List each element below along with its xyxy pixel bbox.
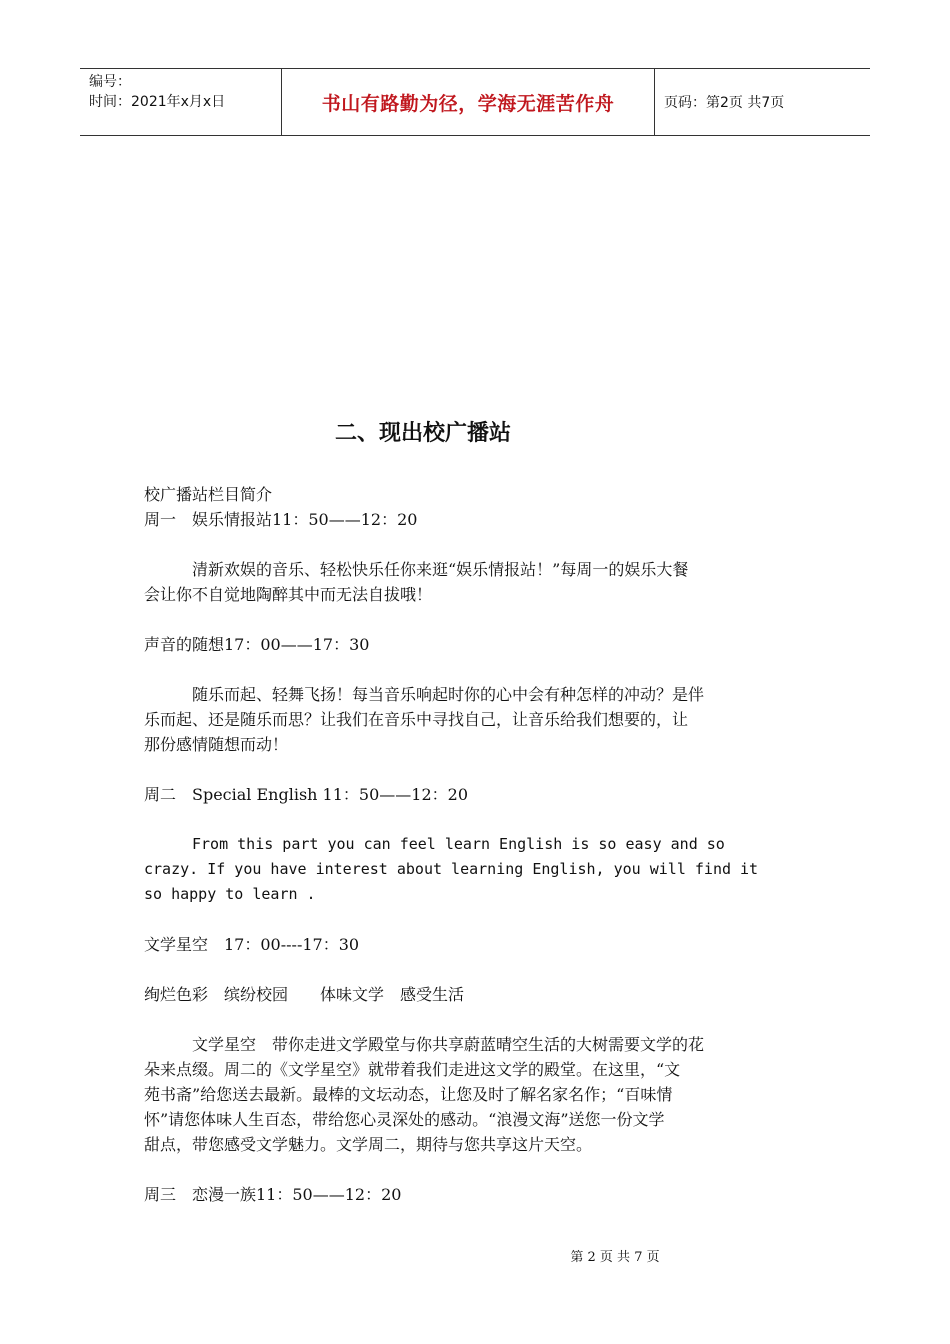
header-motto: 书山有路勤为径，学海无涯苦作舟	[321, 92, 615, 115]
tuesday-program-1-desc-line: From this part you can feel learn English is so easy and so	[192, 835, 725, 853]
tuesday-program-1-desc-line: crazy. If you have interest about learning English, you will find it	[144, 860, 759, 878]
header-number-label: 编号：	[89, 74, 131, 90]
tuesday-program-1-title: 周二 Special English 11：50——12：20	[144, 785, 468, 804]
header-page-info: 页码：第2页 共7页	[664, 95, 785, 111]
monday-program-1-title: 周一 娱乐情报站11：50——12：20	[144, 510, 418, 529]
header-meta-cell	[80, 69, 282, 135]
monday-program-2-desc-line: 那份感情随想而动！	[144, 735, 289, 754]
tuesday-program-2-desc-line: 朵来点缀。周二的《文学星空》就带着我们走进这文学的殿堂。在这里，“文	[144, 1060, 681, 1079]
intro-heading: 校广播站栏目简介	[144, 485, 273, 504]
page-footer: 第 2 页 共 7 页	[570, 1250, 660, 1265]
tuesday-program-2-desc-line: 甜点，带您感受文学魅力。文学周二，期待与您共享这片天空。	[144, 1135, 593, 1154]
tuesday-program-2-desc-line: 怀”请您体味人生百态，带给您心灵深处的感动。“浪漫文海”送您一份文学	[144, 1110, 665, 1129]
tuesday-program-1-desc-line: so happy to learn .	[144, 885, 316, 903]
wednesday-program-1-title: 周三 恋漫一族11：50——12：20	[144, 1185, 402, 1204]
header-table	[80, 68, 870, 136]
monday-program-1-desc-line: 清新欢娱的音乐、轻松快乐任你来逛“娱乐情报站！”每周一的娱乐大餐	[192, 560, 689, 579]
document-body	[144, 482, 814, 1207]
tuesday-program-2-desc-line: 苑书斋”给您送去最新。最棒的文坛动态，让您及时了解名家名作；“百味情	[144, 1085, 673, 1104]
monday-program-1-desc-line: 会让你不自觉地陶醉其中而无法自拔哦！	[144, 585, 433, 604]
tuesday-program-2-slogan: 绚烂色彩 缤纷校园 体味文学 感受生活	[144, 985, 465, 1004]
header-page-cell	[655, 69, 870, 135]
monday-program-2-desc-line: 随乐而起、轻舞飞扬！每当音乐响起时你的心中会有种怎样的冲动？是伴	[192, 685, 705, 704]
tuesday-program-2-title: 文学星空 17：00----17：30	[144, 935, 360, 954]
tuesday-program-2-desc-line: 文学星空 带你走进文学殿堂与你共享蔚蓝晴空生活的大树需要文学的花	[192, 1035, 705, 1054]
monday-program-2-desc-line: 乐而起、还是随乐而思？让我们在音乐中寻找自己，让音乐给我们想要的，让	[144, 710, 689, 729]
header-time-label: 时间：2021年x月x日	[89, 94, 226, 110]
monday-program-2-title: 声音的随想17：00——17：30	[144, 635, 370, 654]
header-motto-cell	[282, 69, 655, 135]
section-title: 二、现出校广播站	[334, 421, 511, 446]
